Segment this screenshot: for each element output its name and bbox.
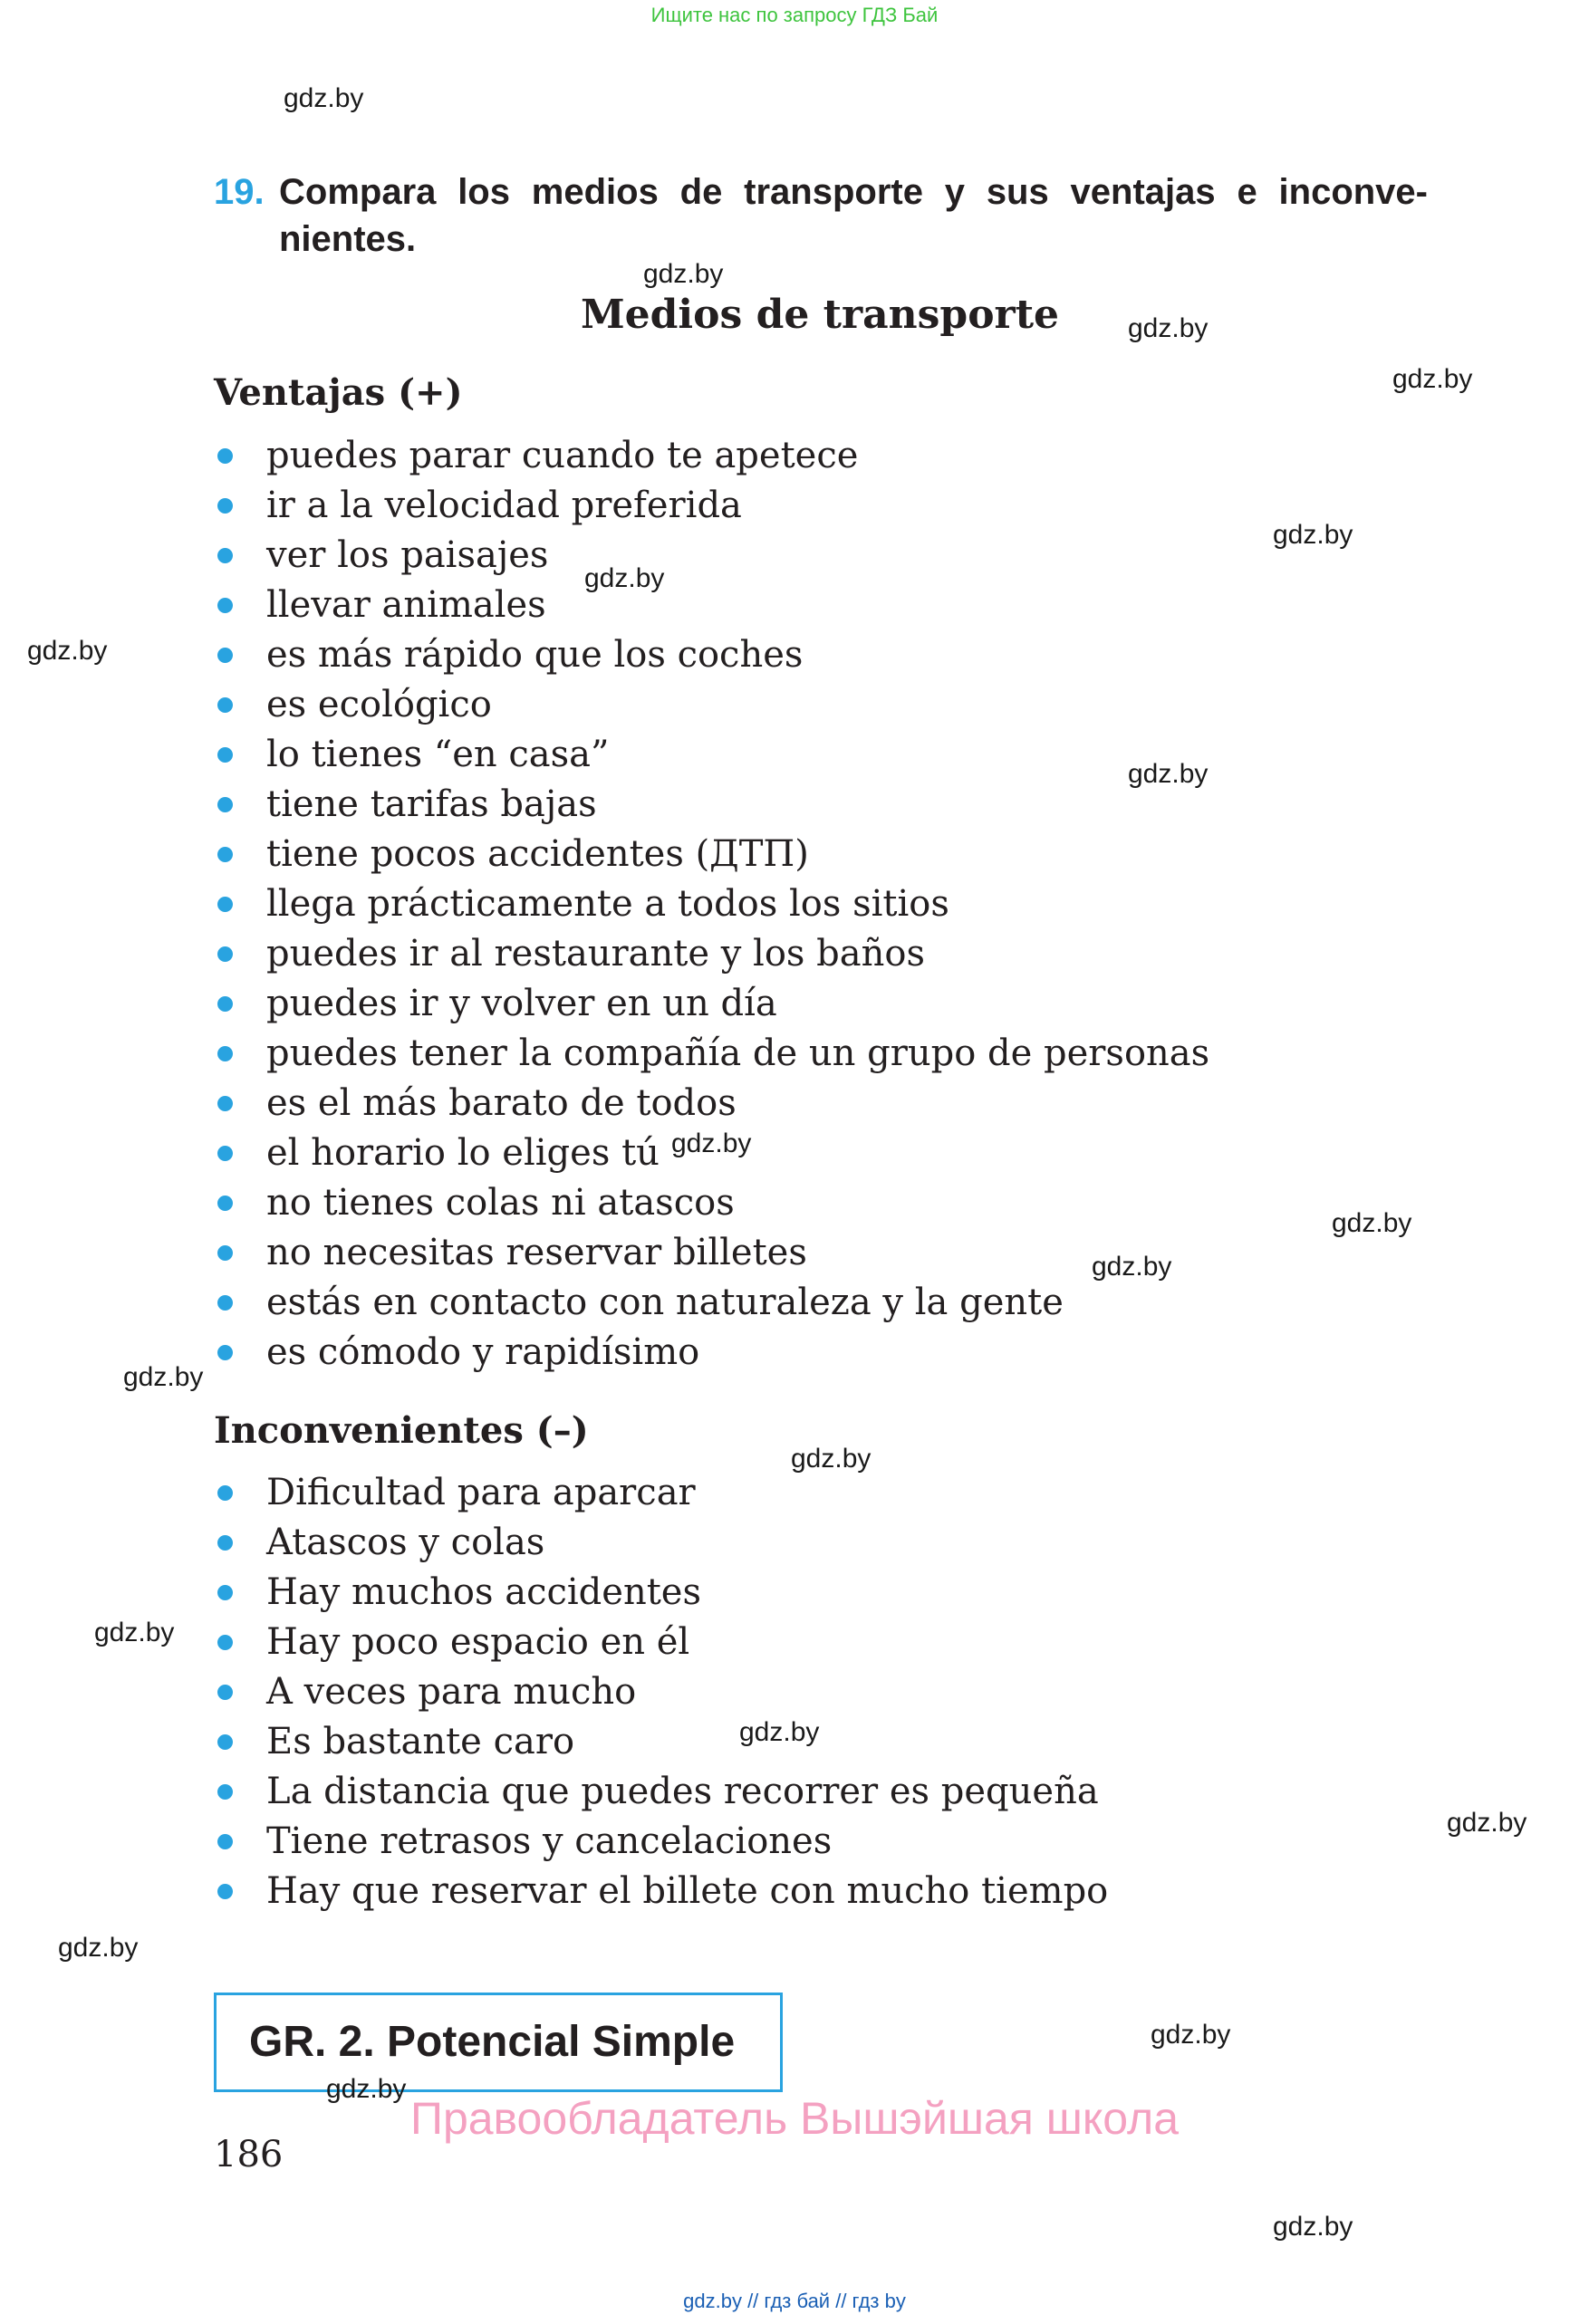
bullet-icon (217, 1096, 233, 1111)
bullet-icon (217, 1834, 233, 1849)
bullet-icon (217, 1146, 233, 1161)
list-item (214, 1717, 1108, 1767)
watermark: gdz.by (584, 563, 665, 593)
bullet-icon (217, 1585, 233, 1600)
page-number: 186 (214, 2134, 284, 2175)
list-item-text: es ecológico (266, 684, 492, 725)
list-item (214, 1568, 1108, 1618)
list-item-text: estás en contacto con naturaleza y la gente (266, 1282, 1064, 1323)
bullet-icon (217, 697, 233, 713)
list-item-text: es cómodo y rapidísimo (266, 1331, 700, 1373)
bullet-icon (217, 1046, 233, 1061)
list-item (214, 1128, 1209, 1178)
watermark: gdz.by (94, 1618, 175, 1647)
list-item (214, 1079, 1209, 1128)
list-item-text: no tienes colas ni atascos (266, 1182, 735, 1224)
watermark: gdz.by (643, 259, 724, 289)
bullet-icon (217, 548, 233, 563)
bullet-icon (217, 1635, 233, 1650)
list-item-text: ver los paisajes (266, 534, 549, 576)
bullet-icon (217, 1685, 233, 1700)
list-item-text: llevar animales (266, 584, 546, 626)
list-item-text: es el más barato de todos (266, 1082, 737, 1124)
list-item-text: puedes tener la compañía de un grupo de personas (266, 1032, 1210, 1074)
inconvenientes-title: Inconvenientes (–) (214, 1409, 589, 1452)
bullet-icon (217, 1535, 233, 1551)
list-item-text: La distancia que puedes recorrer es pequeña (266, 1771, 1099, 1812)
list-item-text: A veces para mucho (266, 1671, 637, 1713)
list-item-text: el horario lo eliges tú (266, 1132, 660, 1174)
list-item-text: Dificultad para aparcar (266, 1472, 696, 1513)
watermark: gdz.by (1128, 759, 1209, 789)
list-item (214, 830, 1209, 879)
watermark: gdz.by (671, 1128, 752, 1158)
bullet-icon (217, 1295, 233, 1311)
list-item-text: Hay que reservar el billete con mucho tiempo (266, 1870, 1109, 1912)
list-item-text: Es bastante caro (266, 1721, 575, 1762)
bullet-icon (217, 1345, 233, 1360)
list-item-text: Tiene retrasos y cancelaciones (266, 1820, 833, 1862)
task-number: 19. (214, 172, 265, 212)
list-item (214, 929, 1209, 979)
task-statement (214, 168, 1428, 263)
bullet-icon (217, 1734, 233, 1750)
watermark: gdz.by (1092, 1252, 1172, 1282)
list-item (214, 879, 1209, 929)
list-item (214, 1817, 1108, 1867)
list-item (214, 481, 1209, 531)
watermark: gdz.by (791, 1444, 872, 1474)
bullet-icon (217, 1245, 233, 1261)
bullet-icon (217, 897, 233, 912)
top-banner: Ищите нас по запросу ГДЗ Бай (650, 4, 939, 26)
bullet-icon (217, 996, 233, 1012)
list-item (214, 730, 1209, 780)
list-item-text: llega prácticamente a todos los sitios (266, 883, 949, 925)
footer-links: gdz.by // гдз бай // гдз by (683, 2290, 906, 2312)
bullet-icon (217, 946, 233, 962)
list-item-text: es más rápido que los coches (266, 634, 804, 676)
list-item-text: puedes parar cuando te apetece (266, 435, 859, 476)
list-item-text: tiene pocos accidentes (ДТП) (266, 833, 809, 875)
list-item (214, 581, 1209, 630)
list-item-text: no necesitas reservar billetes (266, 1232, 807, 1273)
watermark: gdz.by (1392, 364, 1473, 394)
bullet-icon (217, 1784, 233, 1800)
list-item (214, 1468, 1108, 1518)
bullet-icon (217, 1196, 233, 1211)
watermark: gdz.by (1128, 313, 1209, 343)
watermark: gdz.by (1151, 2020, 1231, 2050)
watermark: gdz.by (123, 1362, 204, 1392)
bullet-icon (217, 847, 233, 862)
list-item (214, 531, 1209, 581)
list-item (214, 1328, 1209, 1378)
list-item (214, 680, 1209, 730)
watermark: gdz.by (1273, 520, 1353, 550)
watermark: gdz.by (284, 83, 364, 113)
owner-notice: Правообладатель Вышэйшая школа (410, 2093, 1179, 2144)
list-item (214, 630, 1209, 680)
bullet-icon (217, 648, 233, 663)
grammar-box (214, 1993, 783, 2092)
bullet-icon (217, 747, 233, 763)
list-item-text: Atascos y colas (266, 1522, 545, 1563)
list-item-text: Hay poco espacio en él (266, 1621, 690, 1663)
list-item-text: ir a la velocidad preferida (266, 485, 742, 526)
task-text: Compara los medios de transporte y sus ventajas e inconve-nientes. (279, 172, 1428, 259)
watermark: gdz.by (1332, 1208, 1412, 1238)
bullet-icon (217, 797, 233, 812)
list-item (214, 1667, 1108, 1717)
section-heading: Medios de transporte (580, 292, 1060, 338)
grammar-box-label: GR. 2. Potencial Simple (249, 2018, 736, 2066)
list-item (214, 1029, 1209, 1079)
list-item-text: puedes ir al restaurante y los baños (266, 933, 925, 975)
inconvenientes-list (214, 1468, 1108, 1916)
ventajas-list (214, 431, 1209, 1378)
bullet-icon (217, 598, 233, 613)
list-item-text: tiene tarifas bajas (266, 783, 597, 825)
watermark: gdz.by (27, 636, 108, 666)
list-item (214, 1518, 1108, 1568)
list-item (214, 1178, 1209, 1228)
list-item (214, 431, 1209, 481)
list-item-text: Hay muchos accidentes (266, 1571, 701, 1613)
ventajas-title: Ventajas (+) (214, 371, 463, 414)
bullet-icon (217, 448, 233, 464)
list-item (214, 979, 1209, 1029)
bullet-icon (217, 498, 233, 514)
list-item (214, 780, 1209, 830)
watermark: gdz.by (739, 1717, 820, 1747)
watermark: gdz.by (326, 2074, 407, 2104)
list-item-text: puedes ir y volver en un día (266, 983, 777, 1024)
list-item (214, 1867, 1108, 1916)
list-item (214, 1278, 1209, 1328)
list-item (214, 1767, 1108, 1817)
list-item (214, 1228, 1209, 1278)
watermark: gdz.by (58, 1933, 139, 1963)
bullet-icon (217, 1485, 233, 1501)
bullet-icon (217, 1884, 233, 1899)
watermark: gdz.by (1273, 2212, 1353, 2242)
list-item-text: lo tienes “en casa” (266, 734, 610, 775)
watermark: gdz.by (1447, 1808, 1527, 1838)
list-item (214, 1618, 1108, 1667)
